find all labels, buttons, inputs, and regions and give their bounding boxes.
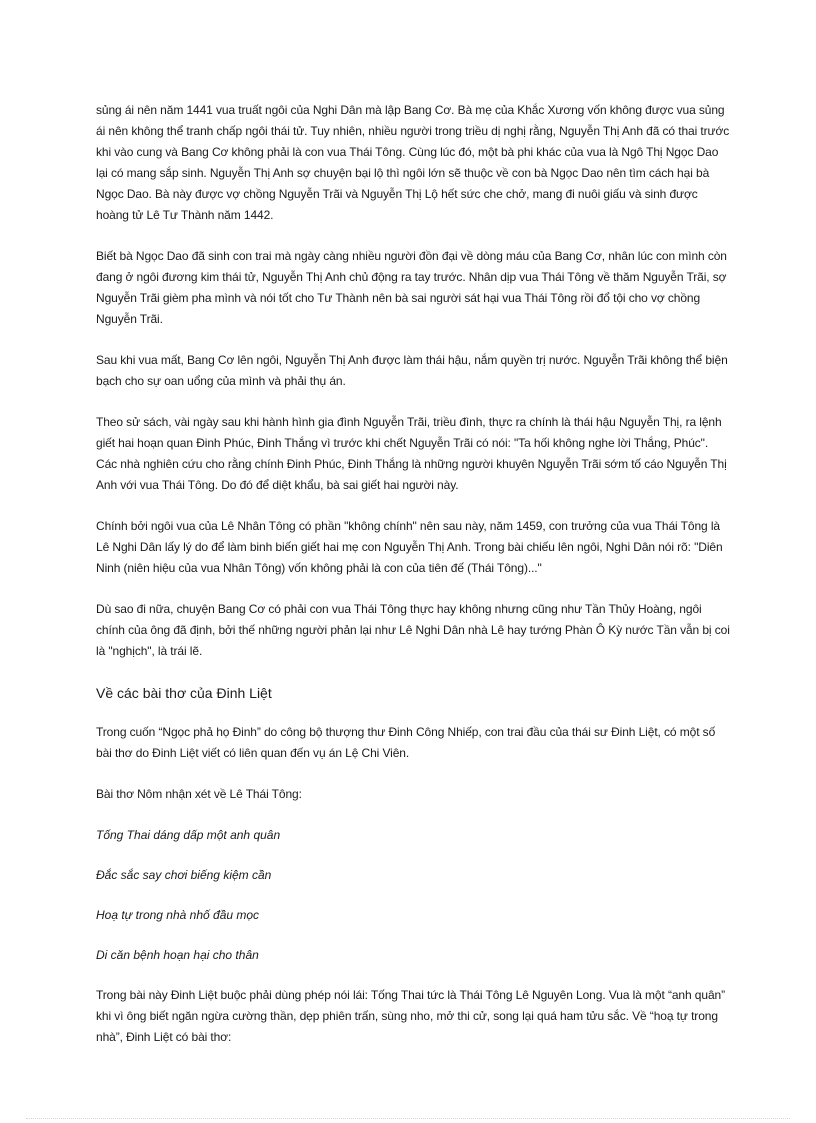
document-page xyxy=(96,100,732,1068)
poem-line-4: Di căn bệnh hoạn hại cho thân xyxy=(96,948,259,962)
page-bottom-divider xyxy=(26,1118,790,1119)
body-paragraph-6: Dù sao đi nữa, chuyện Bang Cơ có phải con vua Thái Tông thực hay không nhưng cũng như Tần Thủy Hoàng, ngôi chính của ông đã định, bởi thế những người phản lại như Lê Nghi Dân nhà Lê hay tướng Phàn Ô Kỳ nước Tần vẫn bị coi là "nghịch", là trái lẽ. xyxy=(96,602,730,658)
body-paragraph-1: sủng ái nên năm 1441 vua truất ngôi của Nghi Dân mà lập Bang Cơ. Bà mẹ của Khắc Xương vốn không được vua sủng ái nên không thể tranh chấp ngôi thái tử. Tuy nhiên, nhiều người trong triều dị nghị rằng, Nguyễn Thị Anh đã có thai trước khi vào cung và Bang Cơ không phải là con vua Thái Tông. Cùng lúc đó, một bà phi khác của vua là Ngô Thị Ngọc Dao lại có mang sắp sinh. Nguyễn Thị Anh sợ chuyện bại lộ thì ngôi lớn sẽ thuộc về con bà Ngọc Dao nên tìm cách hại bà Ngọc Dao. Bà này được vợ chồng Nguyễn Trãi và Nguyễn Thị Lộ hết sức che chở, mang đi nuôi giấu và sinh được hoàng tử Lê Tư Thành năm 1442. xyxy=(96,103,730,222)
section-heading: Về các bài thơ của Đinh Liệt xyxy=(96,685,272,701)
poem-line-2: Đắc sắc say chơi biếng kiệm cần xyxy=(96,868,272,882)
poem-line-1: Tống Thai dáng dấp một anh quân xyxy=(96,828,281,842)
intro-paragraph: Trong cuốn “Ngọc phả họ Đinh” do công bộ thượng thư Đinh Công Nhiếp, con trai đầu của thái sư Đinh Liệt, có một số bài thơ do Đinh Liệt viết có liên quan đến vụ án Lệ Chi Viên. xyxy=(96,725,716,760)
poem-line-3: Hoạ tự trong nhà nhố đầu mọc xyxy=(96,908,260,922)
body-paragraph-3: Sau khi vua mất, Bang Cơ lên ngôi, Nguyễn Thị Anh được làm thái hậu, nắm quyền trị nước. Nguyễn Trãi không thể biện bạch cho sự oan uổng của mình và phải thụ án. xyxy=(96,353,728,388)
body-paragraph-4: Theo sử sách, vài ngày sau khi hành hình gia đình Nguyễn Trãi, triều đình, thực ra chính là thái hậu Nguyễn Thị, ra lệnh giết hai hoạn quan Đinh Phúc, Đinh Thắng vì trước khi chết Nguyễn Trãi có nói: "Ta hối không nghe lời Thắng, Phúc". Các nhà nghiên cứu cho rằng chính Đinh Phúc, Đinh Thắng là những người khuyên Nguyễn Trãi sớm tố cáo Nguyễn Thị Anh với vua Thái Tông. Do đó để diệt khẩu, bà sai giết hai người này. xyxy=(96,415,727,492)
body-paragraph-5: Chính bởi ngôi vua của Lê Nhân Tông có phần "không chính" nên sau này, năm 1459, con trưởng của vua Thái Tông là Lê Nghi Dân lấy lý do để làm binh biến giết hai mẹ con Nguyễn Thị Anh. Trong bài chiếu lên ngôi, Nghi Dân nói rõ: "Diên Ninh (niên hiệu của vua Nhân Tông) vốn không phải là con của tiên đế (Thái Tông)..." xyxy=(96,519,723,575)
body-paragraph-2: Biết bà Ngọc Dao đã sinh con trai mà ngày càng nhiều người đồn đại về dòng máu của Bang Cơ, nhân lúc con mình còn đang ở ngôi đương kim thái tử, Nguyễn Thị Anh chủ động ra tay trước. Nhân dịp vua Thái Tông về thăm Nguyễn Trãi, sợ Nguyễn Trãi gièm pha mình và nói tốt cho Tư Thành nên bà sai người sát hại vua Thái Tông rồi đổ tội cho vợ chồng Nguyễn Trãi. xyxy=(96,249,727,326)
poem-intro: Bài thơ Nôm nhận xét về Lê Thái Tông: xyxy=(96,787,302,801)
closing-paragraph: Trong bài này Đinh Liệt buộc phải dùng phép nói lái: Tống Thai tức là Thái Tông Lê Nguyên Long. Vua là một “anh quân” khi vì ông biết ngăn ngừa cường thần, dẹp phiên trấn, sùng nho, mở thi cử, song lại quá ham tửu sắc. Về “hoạ tự trong nhà”, Đinh Liệt có bài thơ: xyxy=(96,988,725,1044)
